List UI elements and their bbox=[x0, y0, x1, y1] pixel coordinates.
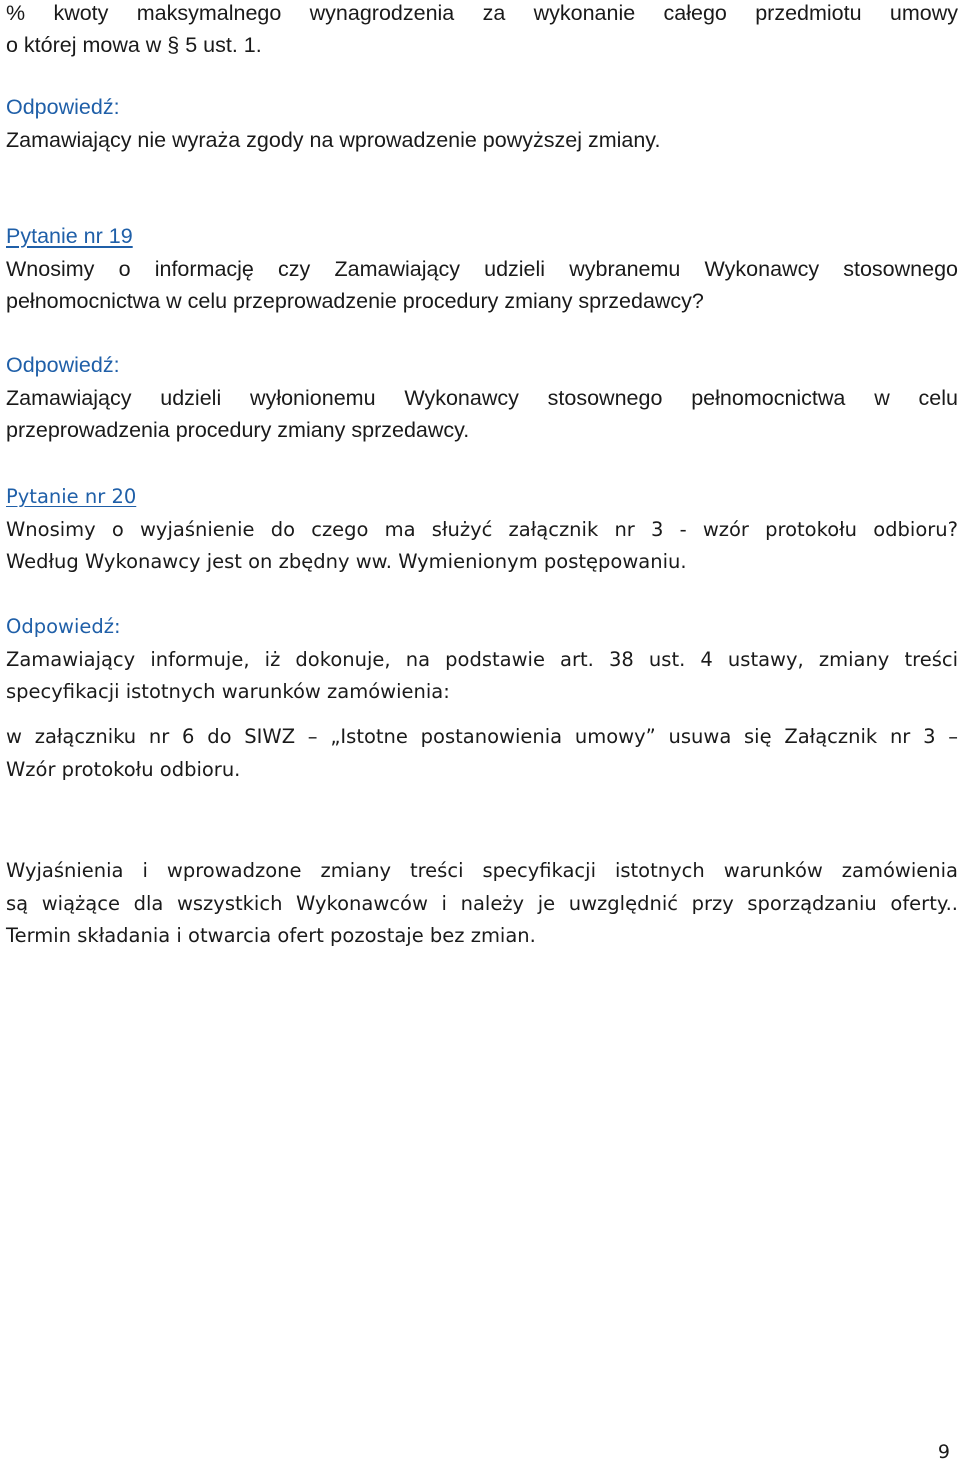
intro-line-1: % kwoty maksymalnego wynagrodzenia za wykonanie całego przedmiotu umowy bbox=[6, 1, 958, 25]
closing-line-2: są wiążące dla wszystkich Wykonawców i należy je uwzględnić przy sporządzaniu oferty.. bbox=[6, 892, 958, 915]
question-19-answer-label: Odpowiedź: bbox=[6, 353, 120, 377]
page-number: 9 bbox=[937, 1441, 950, 1463]
question-19-heading: Pytanie nr 19 bbox=[6, 224, 133, 248]
question-20-line-1: Wnosimy o wyjaśnienie do czego ma służyć załącznik nr 3 - wzór protokołu odbioru? bbox=[6, 518, 958, 541]
question-19-answer-line-1: Zamawiający udzieli wyłonionemu Wykonawcy stosownego pełnomocnictwa w celu bbox=[6, 386, 958, 410]
closing-line-3: Termin składania i otwarcia ofert pozostaje bez zmian. bbox=[6, 924, 536, 947]
question-20-change-line-1: w załączniku nr 6 do SIWZ – „Istotne postanowienia umowy” usuwa się Załącznik nr 3 – bbox=[6, 725, 958, 748]
question-20-answer-line-1: Zamawiający informuje, iż dokonuje, na podstawie art. 38 ust. 4 ustawy, zmiany treści bbox=[6, 648, 958, 671]
answer-text: Zamawiający nie wyraża zgody na wprowadzenie powyższej zmiany. bbox=[6, 128, 661, 152]
closing-line-1: Wyjaśnienia i wprowadzone zmiany treści specyfikacji istotnych warunków zamówienia bbox=[6, 859, 958, 882]
question-19-line-2: pełnomocnictwa w celu przeprowadzenie procedury zmiany sprzedawcy? bbox=[6, 289, 704, 313]
question-20-answer-line-2: specyfikacji istotnych warunków zamówienia: bbox=[6, 680, 450, 703]
intro-line-2: o której mowa w § 5 ust. 1. bbox=[6, 33, 262, 57]
question-20-answer-label: Odpowiedź: bbox=[6, 615, 121, 638]
answer-label: Odpowiedź: bbox=[6, 95, 120, 119]
question-19-line-1: Wnosimy o informację czy Zamawiający udzieli wybranemu Wykonawcy stosownego bbox=[6, 257, 958, 281]
question-20-heading: Pytanie nr 20 bbox=[6, 485, 137, 508]
question-19-answer-line-2: przeprowadzenia procedury zmiany sprzedawcy. bbox=[6, 418, 470, 442]
question-20-line-2: Według Wykonawcy jest on zbędny ww. Wymienionym postępowaniu. bbox=[6, 550, 687, 573]
question-20-change-line-2: Wzór protokołu odbioru. bbox=[6, 758, 241, 781]
